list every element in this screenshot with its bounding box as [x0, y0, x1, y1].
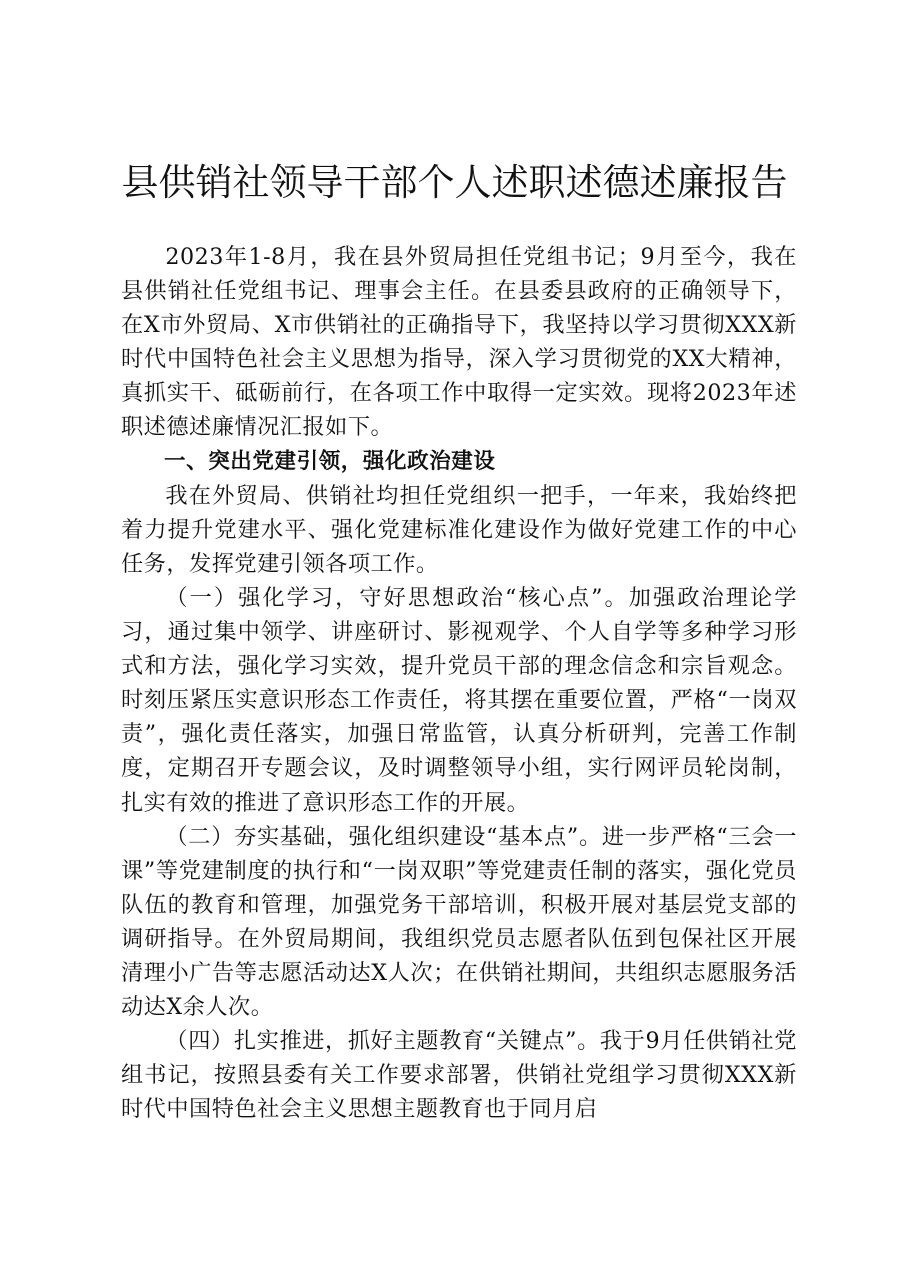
document-title: 县供销社领导干部个人述职述德述廉报告 — [121, 161, 788, 204]
document-body — [121, 240, 797, 1126]
paragraph-intro: 2023年1-8月，我在县外贸局担任党组书记；9月至今，我在县供销社任党组书记、理事会主任。在县委县政府的正确领导下，在X市外贸局、X市供销社的正确指导下，我坚持以学习贯彻XXX新时代中国特色社会主义思想为指导，深入学习贯彻党的XX大精神，真抓实干、砥砺前行，在各项工作中取得一定实效。现将2023年述职述德述廉情况汇报如下。 — [121, 244, 797, 441]
paragraph-subsection-4: （四）扎实推进，抓好主题教育“关键点”。我于9月任供销社党组书记，按照县委有关工作要求部署，供销社党组学习贯彻XXX新时代中国特色社会主义思想主题教育也于同月启 — [121, 1028, 797, 1123]
paragraph-subsection-2: （二）夯实基础，强化组织建设“基本点”。进一步严格“三会一课”等党建制度的执行和“一岗双职”等党建责任制的落实，强化党员队伍的教育和管理，加强党务干部培训，积极开展对基层党支部的调研指导。在外贸局期间，我组织党员志愿者队伍到包保社区开展清理小广告等志愿活动达X人次；在供销社期间，共组织志愿服务活动达X余人次。 — [121, 823, 797, 1021]
section-heading-1: 一、突出党建引领，强化政治建设 — [164, 448, 496, 474]
paragraph-section-1-intro: 我在外贸局、供销社均担任党组织一把手，一年来，我始终把着力提升党建水平、强化党建标准化建设作为做好党建工作的中心任务，发挥党建引领各项工作。 — [121, 482, 797, 577]
paragraph-subsection-1: （一）强化学习，守好思想政治“核心点”。加强政治理论学习，通过集中领学、讲座研讨、影视观学、个人自学等多种学习形式和方法，强化学习实效，提升党员干部的理念信念和宗旨观念。时刻压紧压实意识形态工作责任，将其摆在重要位置，严格“一岗双责”，强化责任落实，加强日常监管，认真分析研判，完善工作制度，定期召开专题会议，及时调整领导小组，实行网评员轮岗制，扎实有效的推进了意识形态工作的开展。 — [121, 584, 797, 816]
